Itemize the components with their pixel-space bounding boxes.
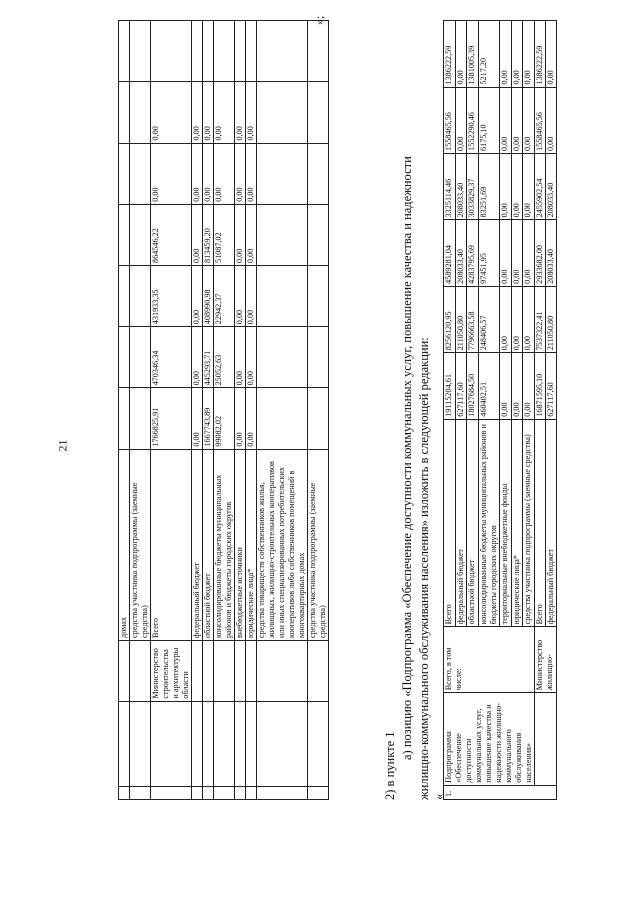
value-cell: 0,00 — [523, 353, 535, 419]
value-cell: 0,00 — [235, 327, 246, 388]
value-cell: 0,00 — [246, 265, 257, 326]
value-cell: 0,00 — [500, 153, 512, 219]
index-cell — [257, 786, 308, 799]
table-row — [151, 21, 192, 800]
value-cell: 7796663,58 — [467, 286, 479, 352]
value-cell: 1386222,59 — [444, 21, 456, 88]
source-cell: Всего — [444, 419, 456, 627]
value-cell: 0,00 — [511, 21, 523, 88]
table-row — [257, 21, 308, 800]
source-cell: средства участника подпрограммы (заемные средства) — [523, 419, 535, 627]
value-cell — [119, 82, 130, 143]
closing-quote: »; — [312, 15, 326, 25]
table-row — [246, 21, 257, 800]
value-cell — [119, 327, 130, 388]
value-cell: 1558465,56 — [535, 87, 546, 153]
program-cell — [308, 701, 329, 786]
value-cell: 83251,69 — [478, 153, 500, 219]
value-cell — [257, 388, 308, 449]
index-cell — [246, 786, 257, 799]
value-cell: 6175,10 — [478, 87, 500, 153]
source-cell: юридические лица* — [511, 419, 523, 627]
index-cell — [192, 786, 203, 799]
value-cell: 0,00 — [151, 82, 192, 143]
program-cell — [257, 701, 308, 786]
table-row — [203, 21, 214, 800]
amendment-line-b: жилищно-коммунального обслуживания населения» изложить в следующей редакции: — [417, 337, 431, 800]
value-cell — [257, 327, 308, 388]
source-cell: внебюджетные источники — [235, 449, 246, 640]
index-cell — [151, 786, 192, 799]
executor-cell — [203, 640, 214, 701]
value-cell: 0,00 — [192, 265, 203, 326]
value-cell: 0,00 — [235, 82, 246, 143]
value-cell — [130, 265, 151, 326]
source-cell: федеральный бюджет — [546, 419, 557, 627]
value-cell: 0,00 — [235, 388, 246, 449]
value-cell — [119, 143, 130, 204]
value-cell: 1558465,56 — [444, 87, 456, 153]
value-cell: 211050,80 — [546, 286, 557, 352]
value-cell: 0,00 — [246, 204, 257, 265]
value-cell: 0,00 — [455, 87, 467, 153]
value-cell: 8256120,95 — [444, 286, 456, 352]
value-cell: 408990,98 — [203, 265, 214, 326]
executor-cell — [119, 640, 130, 701]
table-row — [130, 21, 151, 800]
value-cell — [192, 21, 203, 82]
source-cell: средства товариществ собственников жилья, жилищных, жилищно-строительных кооперативов или иных специализированных потребительских кооперативов либо собственников помещений в многоквартирных домах — [257, 449, 308, 640]
program-cell — [119, 701, 130, 786]
value-cell — [130, 82, 151, 143]
value-cell — [257, 21, 308, 82]
value-cell: 211050,80 — [455, 286, 467, 352]
program-cell — [246, 701, 257, 786]
index-cell — [119, 786, 130, 799]
value-cell — [308, 327, 329, 388]
value-cell — [257, 265, 308, 326]
source-cell: территориальные внебюджетные фонды — [500, 419, 512, 627]
value-cell: 0,00 — [192, 204, 203, 265]
table-row — [192, 21, 203, 800]
value-cell: 0,00 — [546, 21, 557, 88]
value-cell: 1386222,59 — [535, 21, 546, 88]
value-cell: 0,00 — [523, 286, 535, 352]
value-cell: 0,00 — [214, 143, 235, 204]
value-cell: 445293,71 — [203, 327, 214, 388]
executor-cell — [130, 640, 151, 701]
value-cell: 1766825,91 — [151, 388, 192, 449]
value-cell: 813459,20 — [203, 204, 214, 265]
value-cell: 22942,37 — [214, 265, 235, 326]
source-cell: консолидированные бюджеты муниципальных районов и бюджеты городских округов — [478, 419, 500, 627]
table-row — [535, 21, 546, 800]
source-cell: областной бюджет — [467, 419, 479, 627]
value-cell: 2933682,00 — [535, 220, 546, 286]
value-cell: 0,00 — [151, 143, 192, 204]
value-cell — [308, 143, 329, 204]
source-cell: федеральный бюджет — [455, 419, 467, 627]
program-cell — [151, 701, 192, 786]
value-cell — [130, 388, 151, 449]
value-cell — [246, 21, 257, 82]
index-cell — [308, 786, 329, 799]
value-cell: 0,00 — [511, 286, 523, 352]
index-cell — [235, 786, 246, 799]
value-cell: 3033829,37 — [467, 153, 479, 219]
program-cell — [535, 693, 557, 786]
value-cell: 0,00 — [523, 87, 535, 153]
value-cell — [130, 21, 151, 82]
value-cell: 51087,02 — [214, 204, 235, 265]
amendment-line-a: а) позицию «Подпрограмма «Обеспечение доступности коммунальных услуг, повышение качества и надежности — [400, 156, 414, 760]
source-cell: домах — [119, 449, 130, 640]
value-cell: 0,00 — [235, 143, 246, 204]
value-cell: 1667743,89 — [203, 388, 214, 449]
index-cell — [130, 786, 151, 799]
value-cell: 18027684,50 — [467, 353, 479, 419]
source-cell: консолидированные бюджеты муниципальных районов и бюджеты городских округов — [214, 449, 235, 640]
value-cell: 0,00 — [500, 220, 512, 286]
value-cell — [130, 204, 151, 265]
value-cell: 627117,60 — [546, 353, 557, 419]
value-cell — [308, 204, 329, 265]
value-cell: 16871595,10 — [535, 353, 546, 419]
program-cell — [203, 701, 214, 786]
value-cell — [214, 21, 235, 82]
program-cell — [130, 701, 151, 786]
value-cell: 0,00 — [546, 87, 557, 153]
source-cell: Всего — [151, 449, 192, 640]
value-cell: 2455902,54 — [535, 153, 546, 219]
value-cell: 0,00 — [511, 87, 523, 153]
value-cell — [119, 21, 130, 82]
value-cell — [257, 143, 308, 204]
program-cell — [235, 701, 246, 786]
value-cell: 248406,57 — [478, 286, 500, 352]
program-cell — [192, 701, 203, 786]
item-text: 2) в пункте 1 — [383, 731, 397, 800]
value-cell: 5217,20 — [478, 21, 500, 88]
value-cell — [257, 204, 308, 265]
value-cell: 0,00 — [500, 353, 512, 419]
value-cell: 19115204,61 — [444, 353, 456, 419]
value-cell: 208033,40 — [546, 153, 557, 219]
value-cell: 0,00 — [235, 204, 246, 265]
table-row — [214, 21, 235, 800]
value-cell: 208033,40 — [455, 153, 467, 219]
value-cell: 0,00 — [523, 153, 535, 219]
value-cell: 470346,34 — [151, 327, 192, 388]
value-cell: 0,00 — [511, 220, 523, 286]
value-cell: 4589281,04 — [444, 220, 456, 286]
open-quote: « — [432, 793, 446, 800]
value-cell: 208033,40 — [455, 220, 467, 286]
value-cell — [235, 21, 246, 82]
funding-table-bottom — [443, 20, 557, 800]
value-cell: 0,00 — [192, 388, 203, 449]
table-row — [444, 21, 456, 800]
index-cell: 1. — [444, 785, 557, 799]
value-cell — [151, 21, 192, 82]
executor-cell — [192, 640, 203, 701]
executor-cell: Министерство жилищно- — [535, 627, 557, 693]
value-cell: 460402,51 — [478, 353, 500, 419]
table-row — [119, 21, 130, 800]
value-cell: 0,00 — [246, 143, 257, 204]
value-cell: 0,00 — [203, 82, 214, 143]
value-cell: 1381005,39 — [467, 21, 479, 88]
value-cell: 0,00 — [192, 327, 203, 388]
value-cell — [119, 388, 130, 449]
executor-cell — [308, 640, 329, 701]
value-cell: 627117,60 — [455, 353, 467, 419]
source-cell: областной бюджет — [203, 449, 214, 640]
value-cell: 3325114,46 — [444, 153, 456, 219]
value-cell: 0,00 — [246, 327, 257, 388]
value-cell: 0,00 — [500, 87, 512, 153]
value-cell: 0,00 — [455, 21, 467, 88]
value-cell: 99082,02 — [214, 388, 235, 449]
value-cell: 864546,22 — [151, 204, 192, 265]
value-cell: 0,00 — [246, 82, 257, 143]
value-cell: 0,00 — [192, 82, 203, 143]
value-cell: 0,00 — [214, 82, 235, 143]
table-row — [308, 21, 329, 800]
value-cell: 0,00 — [523, 220, 535, 286]
program-cell: Подпрограмма «Обеспечение доступности коммунальных услуг, повышение качества и надежности жилищно-коммунального обслуживания населения» — [444, 693, 535, 786]
value-cell: 0,00 — [523, 21, 535, 88]
table-row — [235, 21, 246, 800]
executor-cell — [235, 640, 246, 701]
value-cell — [257, 82, 308, 143]
index-cell — [203, 786, 214, 799]
source-cell: Всего — [535, 419, 546, 627]
index-cell — [214, 786, 235, 799]
value-cell: 0,00 — [500, 21, 512, 88]
executor-cell: Министерство строительства и архитектуры области — [151, 640, 192, 701]
executor-cell — [257, 640, 308, 701]
value-cell: 0,00 — [192, 143, 203, 204]
funding-table-top — [118, 20, 329, 800]
source-cell: юридические лица* — [246, 449, 257, 640]
value-cell — [130, 143, 151, 204]
value-cell: 0,00 — [511, 153, 523, 219]
value-cell — [308, 265, 329, 326]
value-cell: 0,00 — [203, 143, 214, 204]
value-cell: 25052,63 — [214, 327, 235, 388]
value-cell — [308, 82, 329, 143]
value-cell — [119, 204, 130, 265]
executor-cell: Всего, в том числе: — [444, 627, 535, 693]
value-cell: 0,00 — [500, 286, 512, 352]
value-cell: 7537322,41 — [535, 286, 546, 352]
executor-cell — [214, 640, 235, 701]
source-cell: федеральный бюджет — [192, 449, 203, 640]
value-cell — [203, 21, 214, 82]
page-number: 21 — [55, 439, 70, 452]
value-cell: 0,00 — [511, 353, 523, 419]
value-cell: 208033,40 — [546, 220, 557, 286]
value-cell — [130, 327, 151, 388]
program-cell — [214, 701, 235, 786]
value-cell: 0,00 — [246, 388, 257, 449]
source-cell: средства участника подпрограммы (заемные средства) — [308, 449, 329, 640]
executor-cell — [246, 640, 257, 701]
value-cell — [308, 21, 329, 82]
value-cell: 0,00 — [235, 265, 246, 326]
value-cell: 97451,95 — [478, 220, 500, 286]
value-cell — [119, 265, 130, 326]
source-cell: средства участника подпрограммы (заемные средства) — [130, 449, 151, 640]
value-cell: 4283795,69 — [467, 220, 479, 286]
value-cell: 431933,35 — [151, 265, 192, 326]
value-cell — [308, 388, 329, 449]
value-cell: 1552290,46 — [467, 87, 479, 153]
